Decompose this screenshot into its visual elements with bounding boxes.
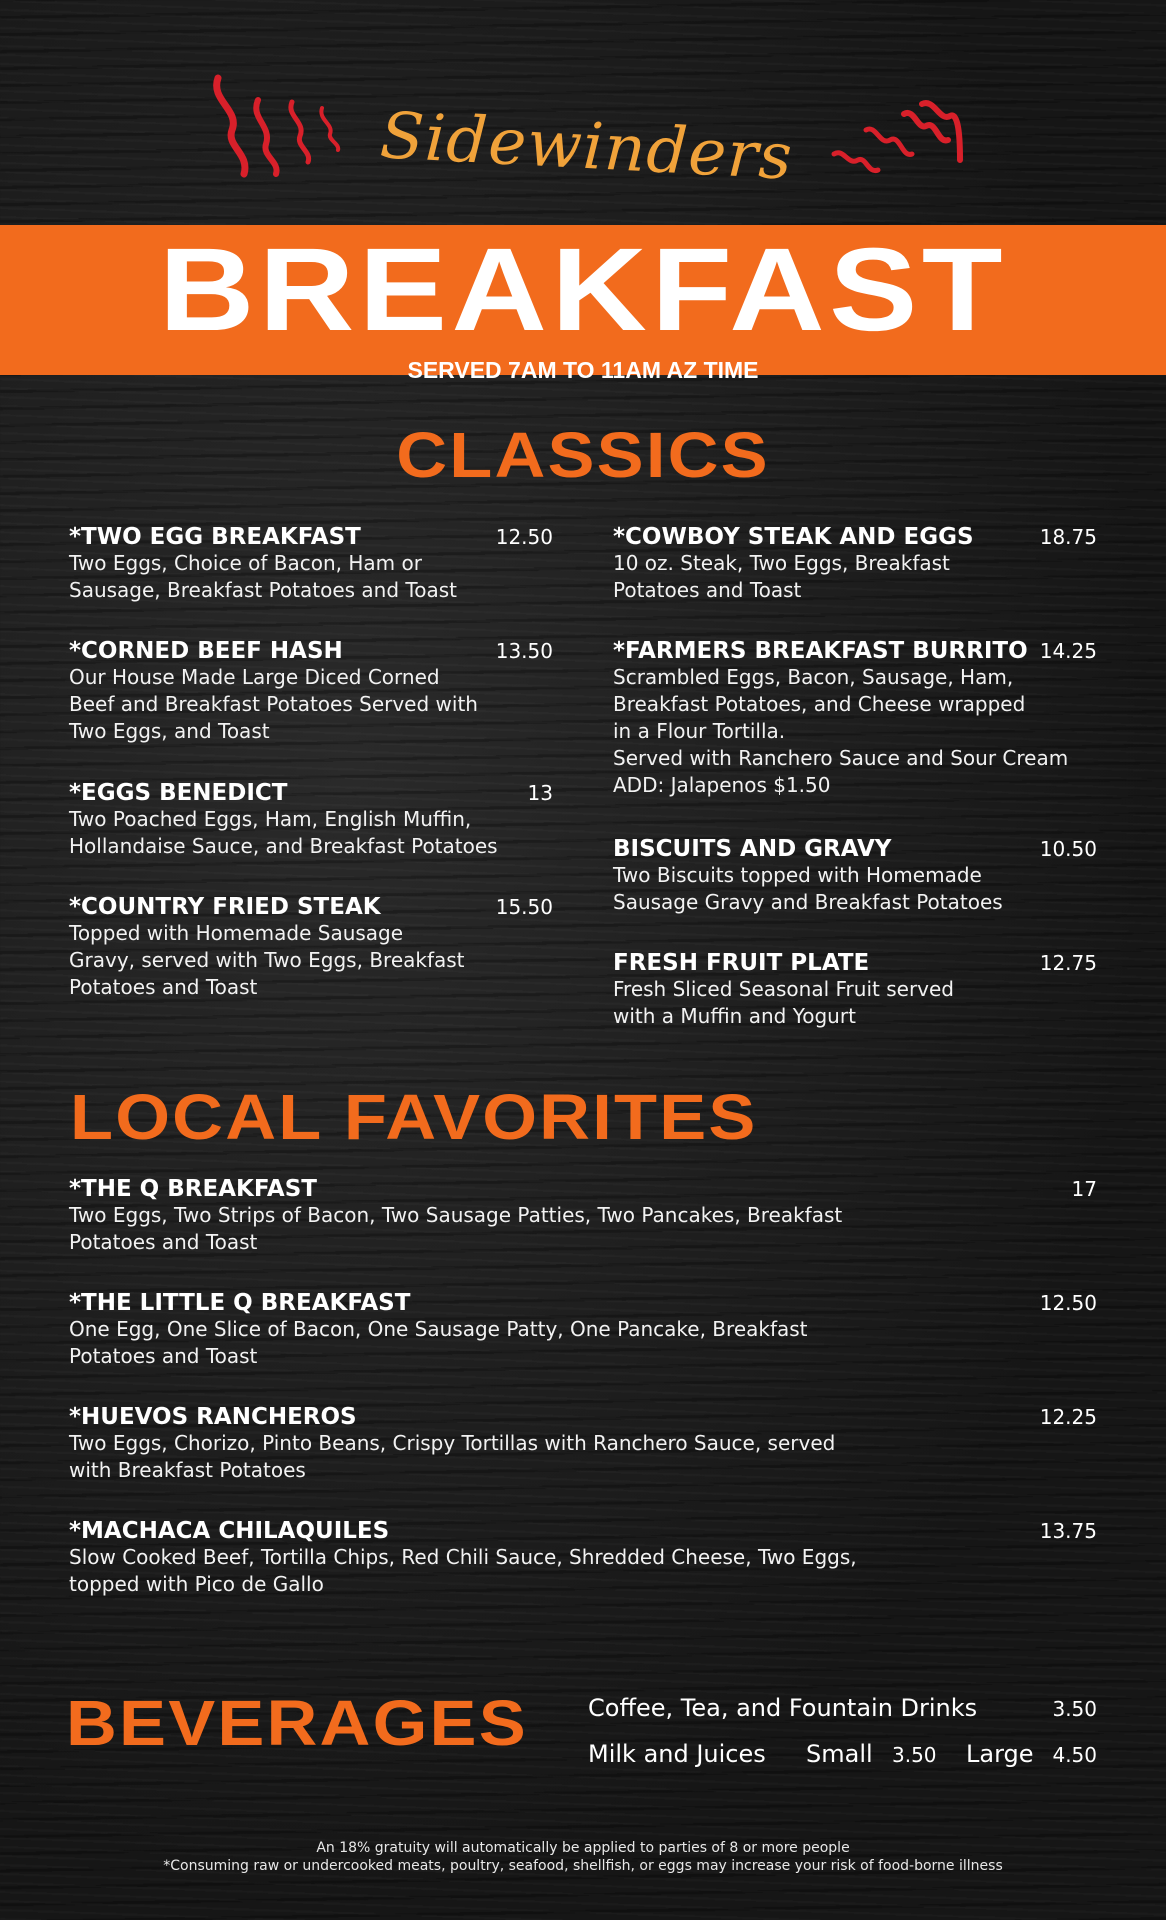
menu-item (69, 1518, 1097, 1598)
section-title-classics: CLASSICS (396, 419, 770, 491)
menu-item (613, 836, 1097, 916)
item-name: *EGGS BENEDICT (69, 780, 288, 806)
size-small-label: Small (806, 1740, 873, 1768)
item-description: Two Eggs, Choice of Bacon, Ham or Sausage, Breakfast Potatoes and Toast (69, 551, 457, 602)
item-name: *THE LITTLE Q BREAKFAST (69, 1290, 411, 1316)
item-description: Fresh Sliced Seasonal Fruit served with a Muffin and Yogurt (613, 977, 954, 1028)
item-price: 12.50 (1039, 1291, 1097, 1315)
item-price: 14.25 (1039, 639, 1097, 663)
item-description: One Egg, One Slice of Bacon, One Sausage Patty, One Pancake, Breakfast Potatoes and Toast (69, 1317, 808, 1368)
item-description: Topped with Homemade Sausage Gravy, served with Two Eggs, Breakfast Potatoes and Toast (69, 921, 465, 999)
item-price: 13.50 (495, 639, 553, 663)
menu-item (69, 1404, 1097, 1484)
item-price: 12.25 (1039, 1405, 1097, 1429)
beverage-label: Coffee, Tea, and Fountain Drinks (588, 1694, 978, 1722)
item-name: BISCUITS AND GRAVY (613, 836, 892, 862)
chili-peppers-right-icon (826, 100, 966, 200)
item-description: Two Biscuits topped with Homemade Sausage Gravy and Breakfast Potatoes (613, 863, 1003, 914)
menu-item (613, 638, 1097, 799)
item-description: Two Eggs, Chorizo, Pinto Beans, Crispy Tortillas with Ranchero Sauce, served with Breakfast Potatoes (69, 1431, 836, 1482)
item-price: 10.50 (1039, 837, 1097, 861)
beverage-row (588, 1736, 1097, 1768)
item-description: Two Eggs, Two Strips of Bacon, Two Sausage Patties, Two Pancakes, Breakfast Potatoes and Toast (69, 1203, 843, 1254)
menu-item (613, 524, 1097, 604)
item-price: 17 (1071, 1177, 1097, 1201)
gratuity-note: An 18% gratuity will automatically be applied to parties of 8 or more people (316, 1840, 850, 1856)
health-disclaimer: *Consuming raw or undercooked meats, poultry, seafood, shellfish, or eggs may increase your risk of food-borne illness (163, 1858, 1003, 1874)
banner-title: BREAKFAST (158, 224, 1007, 356)
menu-item (69, 894, 553, 1001)
item-price: 12.50 (495, 525, 553, 549)
beverage-row (588, 1694, 1097, 1722)
beverage-price: 3.50 (1052, 1697, 1097, 1721)
item-name: *HUEVOS RANCHEROS (69, 1404, 357, 1430)
size-large-price: 4.50 (1052, 1743, 1097, 1767)
item-name: *FARMERS BREAKFAST BURRITO (613, 638, 1028, 664)
beverage-label: Milk and Juices (588, 1740, 766, 1768)
menu-item (613, 950, 1097, 1030)
item-name: *MACHACA CHILAQUILES (69, 1518, 390, 1544)
size-small-price: 3.50 (892, 1743, 937, 1767)
item-price: 13 (527, 781, 553, 805)
menu-item (69, 780, 553, 860)
item-price: 18.75 (1039, 525, 1097, 549)
logo-text: Sidewinders (378, 99, 795, 195)
item-name: *COWBOY STEAK AND EGGS (613, 524, 974, 550)
item-name: FRESH FRUIT PLATE (613, 950, 870, 976)
item-name: *THE Q BREAKFAST (69, 1176, 317, 1202)
item-name: *COUNTRY FRIED STEAK (69, 894, 381, 920)
item-price: 15.50 (495, 895, 553, 919)
menu-item (69, 524, 553, 604)
banner-subtitle: SERVED 7AM TO 11AM AZ TIME (407, 357, 759, 383)
item-description: 10 oz. Steak, Two Eggs, Breakfast Potatoes and Toast (613, 551, 950, 602)
menu-item (69, 638, 553, 745)
item-name: *CORNED BEEF HASH (69, 638, 343, 664)
item-description: Scrambled Eggs, Bacon, Sausage, Ham, Breakfast Potatoes, and Cheese wrapped in a Flour Tortilla. Served with Ranchero Sauce and Sour Cream ADD: Jalapenos $1.50 (613, 665, 1069, 797)
section-title-beverages: BEVERAGES (66, 1687, 528, 1759)
size-large-label: Large (966, 1740, 1034, 1768)
item-description: Our House Made Large Diced Corned Beef and Breakfast Potatoes Served with Two Eggs, and Toast (69, 665, 478, 743)
item-description: Two Poached Eggs, Ham, English Muffin, Hollandaise Sauce, and Breakfast Potatoes (69, 807, 498, 858)
breakfast-banner (0, 224, 1166, 383)
menu-item (69, 1290, 1097, 1370)
logo (0, 60, 1166, 210)
chili-peppers-left-icon (210, 70, 380, 190)
item-price: 12.75 (1039, 951, 1097, 975)
item-name: *TWO EGG BREAKFAST (69, 524, 361, 550)
item-description: Slow Cooked Beef, Tortilla Chips, Red Chili Sauce, Shredded Cheese, Two Eggs, topped with Pico de Gallo (69, 1545, 857, 1596)
section-title-local-favorites: LOCAL FAVORITES (70, 1081, 758, 1153)
menu-item (69, 1176, 1097, 1256)
item-price: 13.75 (1039, 1519, 1097, 1543)
